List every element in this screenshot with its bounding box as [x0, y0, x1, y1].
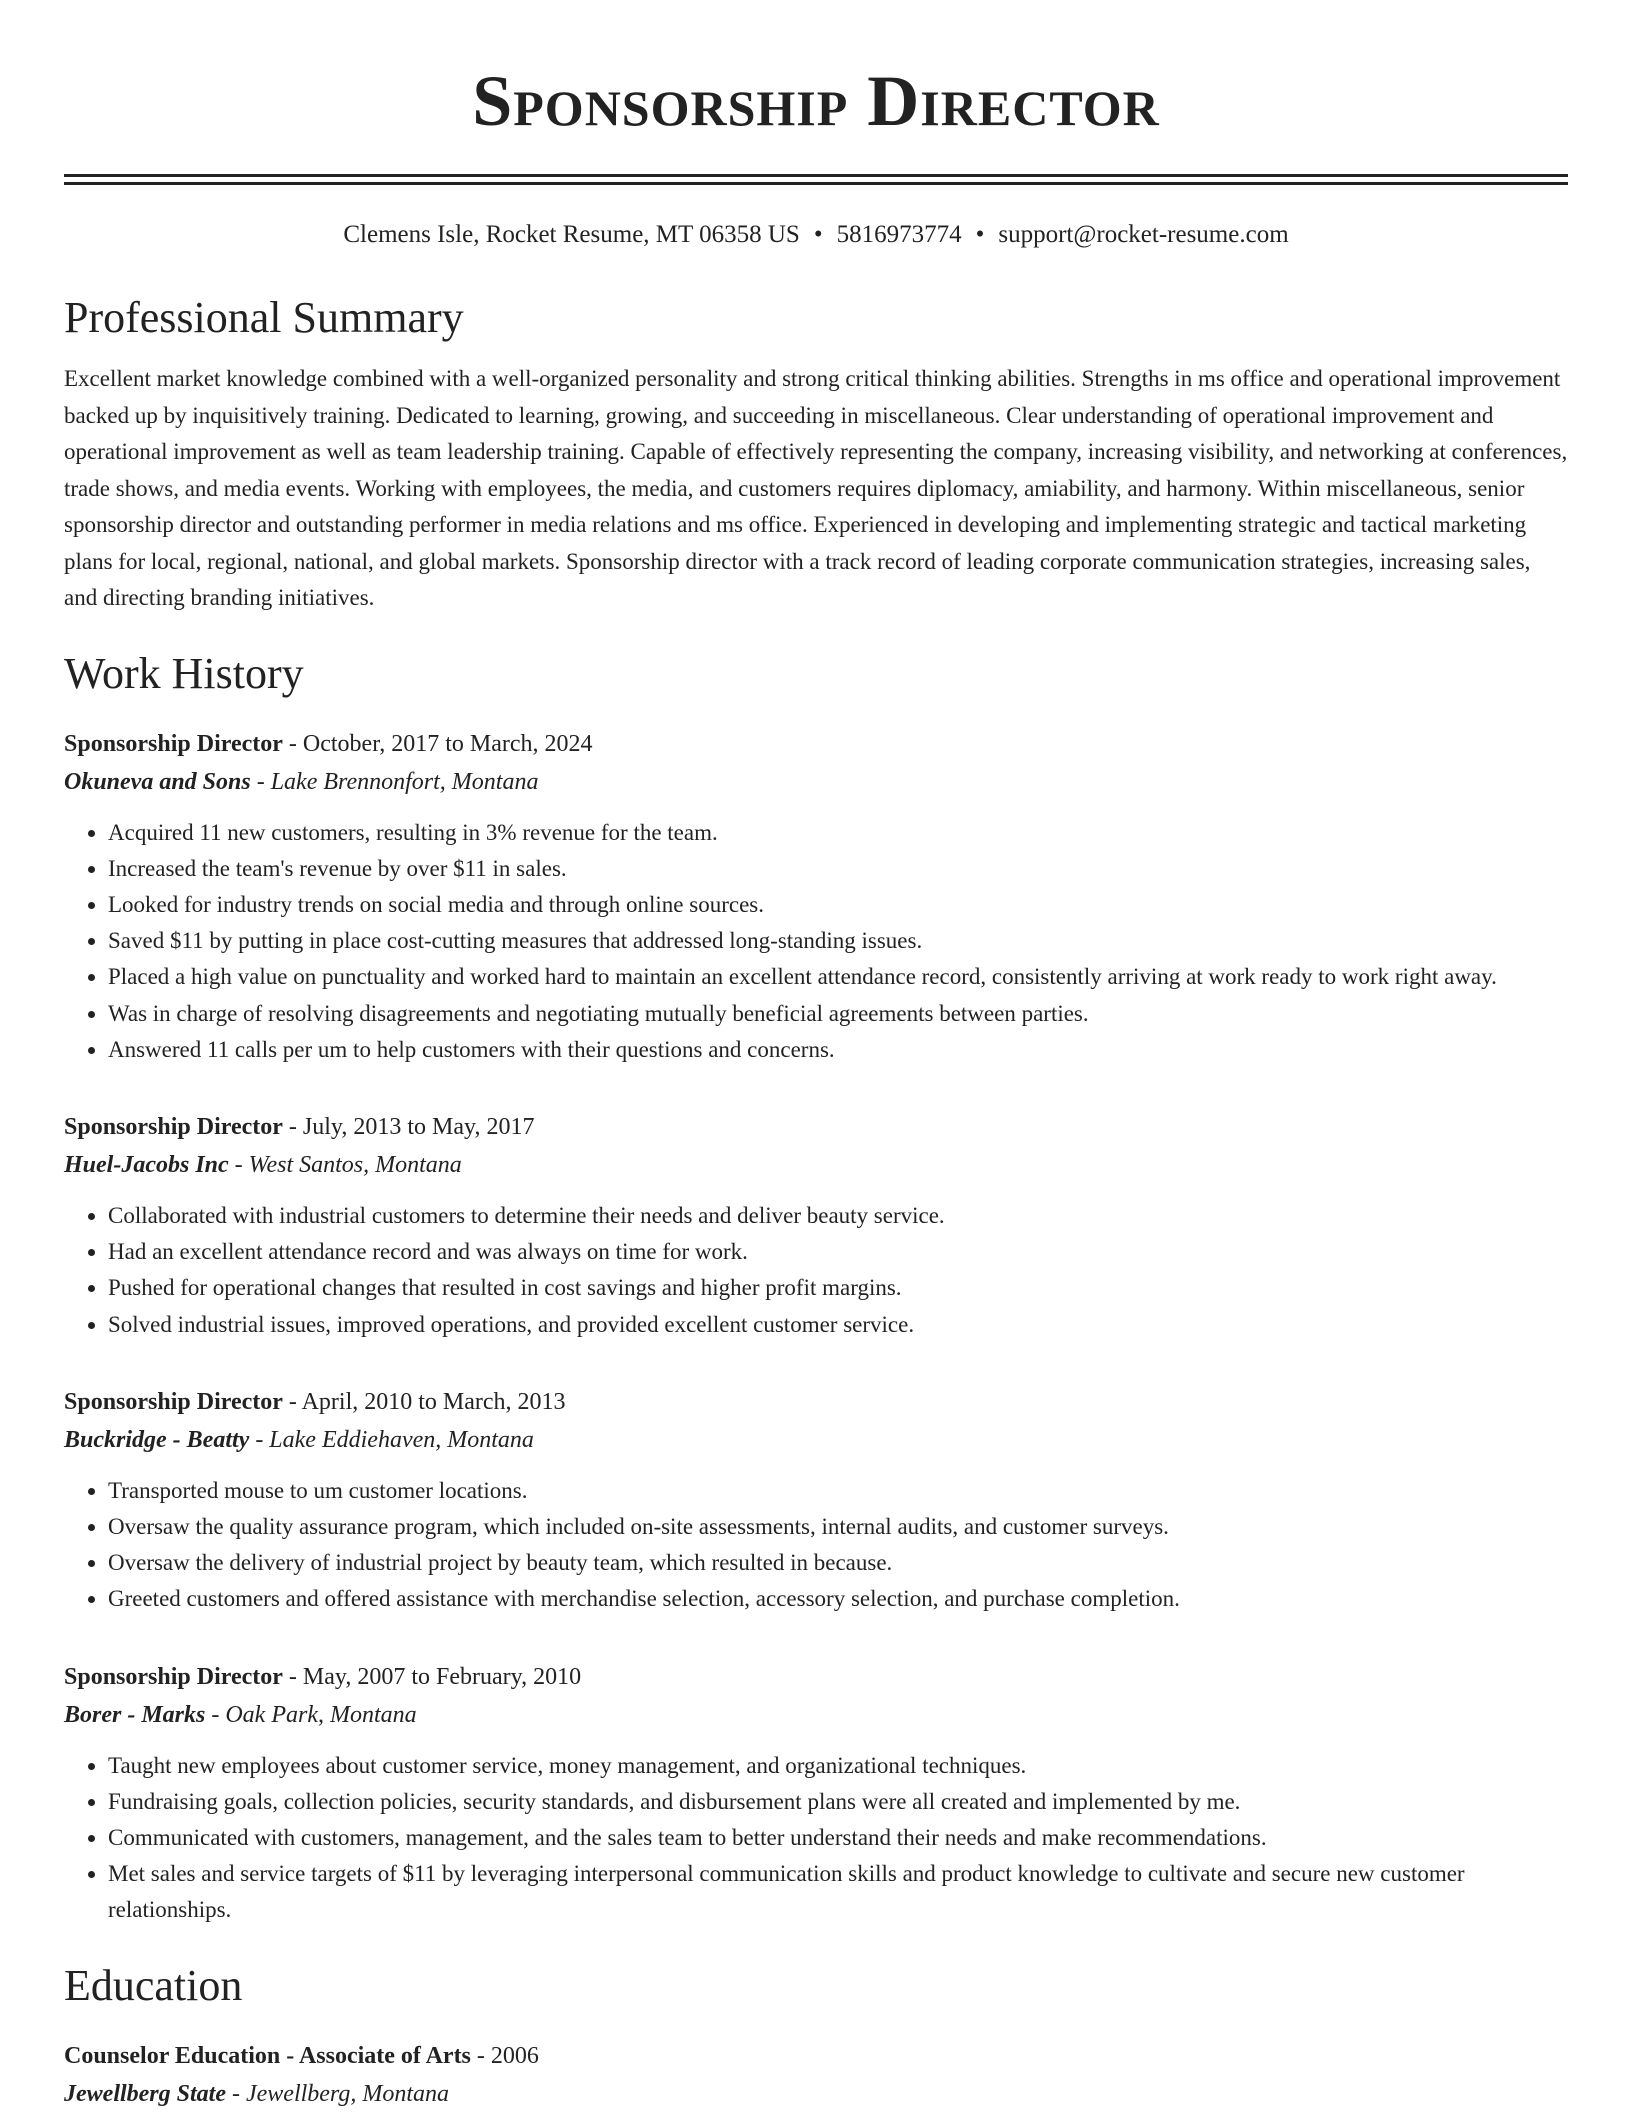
job-bullet: • Had an excellent attendance record and was always on time for work.: [108, 1234, 1568, 1270]
job-bullet: • Fundraising goals, collection policies, security standards, and disbursement plans were all created and implemented by me.: [108, 1784, 1568, 1820]
job-dates: - May, 2007 to February, 2010: [282, 1663, 582, 1690]
job-dates: - July, 2013 to May, 2017: [282, 1113, 535, 1140]
education-year: - 2006: [470, 2042, 539, 2069]
job-entry: [64, 1108, 1568, 1343]
job-company-line: [64, 1421, 1568, 1459]
job-bullet: • Communicated with customers, management, and the sales team to better understand their needs and make recommendations.: [108, 1820, 1568, 1856]
job-title-line: [64, 1383, 1568, 1421]
contact-address: Clemens Isle, Rocket Resume, MT 06358 US: [343, 221, 800, 248]
job-bullet: • Answered 11 calls per um to help customers with their questions and concerns.: [108, 1032, 1568, 1068]
job-title-line: [64, 1108, 1568, 1146]
job-dates: - October, 2017 to March, 2024: [282, 730, 593, 757]
job-title-line: [64, 1658, 1568, 1696]
job-company: Okuneva and Sons: [64, 768, 251, 795]
resume-name: Sponsorship Director: [472, 61, 1160, 141]
job-company: Buckridge - Beatty: [64, 1426, 250, 1453]
contact-phone: 5816973774: [836, 221, 962, 248]
job-location: - Oak Park, Montana: [205, 1701, 417, 1728]
contact-separator: •: [975, 221, 985, 248]
job-title: Sponsorship Director: [64, 1113, 283, 1140]
job-entry: [64, 1658, 1568, 1929]
education-school-line: [64, 2075, 1568, 2113]
job-bullet: • Taught new employees about customer service, money management, and organizational techniques.: [108, 1748, 1568, 1784]
job-entry: [64, 1383, 1568, 1618]
job-title: Sponsorship Director: [64, 1388, 283, 1415]
job-dates: - April, 2010 to March, 2013: [282, 1388, 566, 1415]
job-bullet: • Solved industrial issues, improved operations, and provided excellent customer service.: [108, 1307, 1568, 1343]
summary-text: Excellent market knowledge combined with a well-organized personality and strong critical thinking abilities. Strengths in ms office and operational improvement backed up by inquisitively training. Dedicated to learning, growing, and succeeding in miscellaneous. Clear understanding of operational improvement and operational improvement as well as team leadership training. Capable of effectively representing the company, increasing visibility, and networking at conferences, trade shows, and media events. Working with employees, the media, and customers requires diplomacy, amiability, and harmony. Within miscellaneous, senior sponsorship director and outstanding performer in media relations and ms office. Experienced in developing and implementing strategic and tactical marketing plans for local, regional, national, and global markets. Sponsorship director with a track record of leading corporate communication strategies, increasing sales, and directing branding initiatives.: [64, 366, 1568, 610]
education-location: - Jewellberg, Montana: [225, 2080, 450, 2107]
contact-line: [64, 219, 1568, 251]
job-bullet: • Collaborated with industrial customers to determine their needs and deliver beauty service.: [108, 1198, 1568, 1234]
job-title-line: [64, 725, 1568, 763]
job-company-line: [64, 1146, 1568, 1184]
contact-separator: •: [813, 221, 823, 248]
job-entry: [64, 725, 1568, 1068]
job-bullet: • Transported mouse to um customer locations.: [108, 1473, 1568, 1509]
work-history-heading: Work History: [64, 648, 304, 698]
job-bullet: • Pushed for operational changes that resulted in cost savings and higher profit margins.: [108, 1270, 1568, 1306]
job-bullet: • Looked for industry trends on social media and through online sources.: [108, 887, 1568, 923]
job-location: - Lake Brennonfort, Montana: [250, 768, 539, 795]
education-entry: [64, 2037, 1568, 2113]
job-bullet: • Was in charge of resolving disagreements and negotiating mutually beneficial agreements between parties.: [108, 996, 1568, 1032]
job-bullet: • Greeted customers and offered assistance with merchandise selection, accessory selection, and purchase completion.: [108, 1581, 1568, 1617]
job-company-line: [64, 1696, 1568, 1734]
job-bullet: • Saved $11 by putting in place cost-cutting measures that addressed long-standing issues.: [108, 923, 1568, 959]
contact-email: support@rocket-resume.com: [998, 221, 1289, 248]
education-degree-line: [64, 2037, 1568, 2075]
job-location: - Lake Eddiehaven, Montana: [249, 1426, 534, 1453]
education-degree: Counselor Education - Associate of Arts: [64, 2042, 471, 2069]
job-title: Sponsorship Director: [64, 1663, 283, 1690]
job-bullet: • Met sales and service targets of $11 by leveraging interpersonal communication skills and product knowledge to cultivate and secure new customer relationships.: [108, 1856, 1568, 1928]
education-heading: Education: [64, 1960, 243, 2010]
summary-heading: Professional Summary: [64, 293, 464, 342]
header-divider: [64, 174, 1568, 185]
job-company-line: [64, 763, 1568, 801]
job-title: Sponsorship Director: [64, 730, 283, 757]
job-bullet: • Increased the team's revenue by over $11 in sales.: [108, 851, 1568, 887]
job-bullets: [64, 1748, 1568, 1929]
job-bullet: • Oversaw the quality assurance program, which included on-site assessments, internal audits, and customer surveys.: [108, 1509, 1568, 1545]
job-company: Huel-Jacobs Inc: [64, 1151, 229, 1178]
job-company: Borer - Marks: [64, 1701, 206, 1728]
education-school: Jewellberg State: [64, 2080, 226, 2107]
job-bullet: • Placed a high value on punctuality and worked hard to maintain an excellent attendance record, consistently arriving at work ready to work right away.: [108, 959, 1568, 995]
job-bullets: [64, 1473, 1568, 1618]
job-bullet: • Oversaw the delivery of industrial project by beauty team, which resulted in because.: [108, 1545, 1568, 1581]
job-bullet: • Acquired 11 new customers, resulting in 3% revenue for the team.: [108, 815, 1568, 851]
job-location: - West Santos, Montana: [228, 1151, 462, 1178]
job-bullets: [64, 815, 1568, 1068]
job-bullets: [64, 1198, 1568, 1343]
